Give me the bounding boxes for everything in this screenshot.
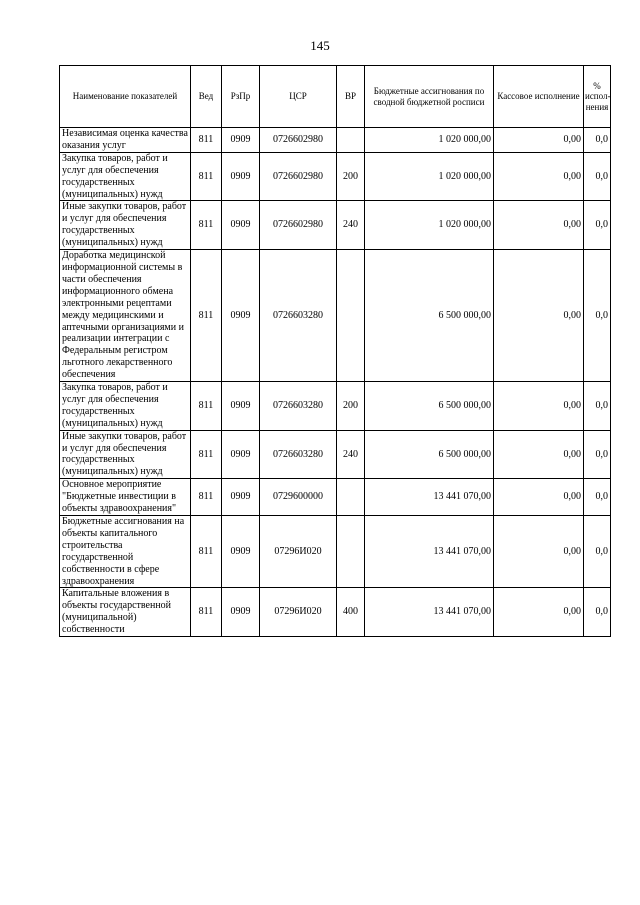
header-name: Наименование показателей bbox=[60, 66, 191, 128]
row-assigned: 1 020 000,00 bbox=[365, 128, 494, 153]
row-cash: 0,00 bbox=[494, 128, 584, 153]
row-vr bbox=[337, 250, 365, 382]
row-csr: 0726602980 bbox=[260, 152, 337, 201]
row-ved: 811 bbox=[191, 516, 222, 588]
table-row bbox=[60, 201, 611, 250]
row-percent: 0,0 bbox=[584, 516, 611, 588]
header-vr: ВР bbox=[337, 66, 365, 128]
row-ved: 811 bbox=[191, 250, 222, 382]
header-percent: % испол-нения bbox=[584, 66, 611, 128]
row-vr bbox=[337, 516, 365, 588]
row-rzpr: 0909 bbox=[222, 152, 260, 201]
row-name: Закупка товаров, работ и услуг для обеспечения государственных (муниципальных) нужд bbox=[60, 382, 191, 431]
row-cash: 0,00 bbox=[494, 152, 584, 201]
header-rzpr: РзПр bbox=[222, 66, 260, 128]
row-name: Доработка медицинской информационной системы в части обеспечения информационного обмена электронными рецептами между медицинскими и аптечными организациями и реализации интеграции с Федеральным регистром льготного лекарственного обеспечения bbox=[60, 250, 191, 382]
row-ved: 811 bbox=[191, 201, 222, 250]
table-row bbox=[60, 588, 611, 637]
header-assigned: Бюджетные ассигнования по сводной бюджетной росписи bbox=[365, 66, 494, 128]
row-vr bbox=[337, 479, 365, 516]
table-row bbox=[60, 516, 611, 588]
table-header-row bbox=[60, 66, 611, 128]
row-name: Капитальные вложения в объекты государственной (муниципальной) собственности bbox=[60, 588, 191, 637]
row-rzpr: 0909 bbox=[222, 128, 260, 153]
row-vr: 200 bbox=[337, 382, 365, 431]
row-name: Независимая оценка качества оказания услуг bbox=[60, 128, 191, 153]
row-assigned: 13 441 070,00 bbox=[365, 516, 494, 588]
row-vr: 200 bbox=[337, 152, 365, 201]
table-row bbox=[60, 128, 611, 153]
row-percent: 0,0 bbox=[584, 479, 611, 516]
row-percent: 0,0 bbox=[584, 201, 611, 250]
row-ved: 811 bbox=[191, 152, 222, 201]
row-rzpr: 0909 bbox=[222, 250, 260, 382]
row-rzpr: 0909 bbox=[222, 430, 260, 479]
row-vr: 240 bbox=[337, 430, 365, 479]
row-cash: 0,00 bbox=[494, 479, 584, 516]
row-rzpr: 0909 bbox=[222, 201, 260, 250]
row-assigned: 6 500 000,00 bbox=[365, 250, 494, 382]
row-csr: 07296И020 bbox=[260, 588, 337, 637]
table-row bbox=[60, 430, 611, 479]
row-percent: 0,0 bbox=[584, 430, 611, 479]
row-rzpr: 0909 bbox=[222, 516, 260, 588]
row-percent: 0,0 bbox=[584, 250, 611, 382]
row-percent: 0,0 bbox=[584, 382, 611, 431]
row-csr: 0726603280 bbox=[260, 430, 337, 479]
row-csr: 0726603280 bbox=[260, 382, 337, 431]
row-csr: 0726603280 bbox=[260, 250, 337, 382]
row-assigned: 1 020 000,00 bbox=[365, 152, 494, 201]
row-rzpr: 0909 bbox=[222, 382, 260, 431]
page-number: 145 bbox=[310, 38, 330, 53]
row-assigned: 6 500 000,00 bbox=[365, 430, 494, 479]
row-csr: 0726602980 bbox=[260, 201, 337, 250]
row-percent: 0,0 bbox=[584, 588, 611, 637]
header-csr: ЦСР bbox=[260, 66, 337, 128]
row-vr bbox=[337, 128, 365, 153]
row-assigned: 13 441 070,00 bbox=[365, 588, 494, 637]
row-assigned: 1 020 000,00 bbox=[365, 201, 494, 250]
header-ved: Вед bbox=[191, 66, 222, 128]
row-ved: 811 bbox=[191, 430, 222, 479]
row-cash: 0,00 bbox=[494, 201, 584, 250]
row-percent: 0,0 bbox=[584, 128, 611, 153]
row-cash: 0,00 bbox=[494, 516, 584, 588]
row-rzpr: 0909 bbox=[222, 588, 260, 637]
row-cash: 0,00 bbox=[494, 430, 584, 479]
row-name: Иные закупки товаров, работ и услуг для обеспечения государственных (муниципальных) нужд bbox=[60, 430, 191, 479]
row-ved: 811 bbox=[191, 128, 222, 153]
row-name: Иные закупки товаров, работ и услуг для обеспечения государственных (муниципальных) нужд bbox=[60, 201, 191, 250]
row-name: Бюджетные ассигнования на объекты капитального строительства государственной собственности в сфере здравоохранения bbox=[60, 516, 191, 588]
row-csr: 0726602980 bbox=[260, 128, 337, 153]
row-csr: 0729600000 bbox=[260, 479, 337, 516]
row-ved: 811 bbox=[191, 588, 222, 637]
row-ved: 811 bbox=[191, 479, 222, 516]
row-vr: 240 bbox=[337, 201, 365, 250]
row-assigned: 6 500 000,00 bbox=[365, 382, 494, 431]
table-row bbox=[60, 152, 611, 201]
table-row bbox=[60, 479, 611, 516]
table-row bbox=[60, 250, 611, 382]
row-ved: 811 bbox=[191, 382, 222, 431]
row-name: Основное мероприятие "Бюджетные инвестиции в объекты здравоохранения" bbox=[60, 479, 191, 516]
header-cash: Кассовое исполнение bbox=[494, 66, 584, 128]
budget-table bbox=[59, 65, 611, 637]
row-cash: 0,00 bbox=[494, 250, 584, 382]
row-vr: 400 bbox=[337, 588, 365, 637]
row-name: Закупка товаров, работ и услуг для обеспечения государственных (муниципальных) нужд bbox=[60, 152, 191, 201]
row-cash: 0,00 bbox=[494, 588, 584, 637]
table-row bbox=[60, 382, 611, 431]
row-rzpr: 0909 bbox=[222, 479, 260, 516]
row-cash: 0,00 bbox=[494, 382, 584, 431]
row-percent: 0,0 bbox=[584, 152, 611, 201]
row-csr: 07296И020 bbox=[260, 516, 337, 588]
row-assigned: 13 441 070,00 bbox=[365, 479, 494, 516]
